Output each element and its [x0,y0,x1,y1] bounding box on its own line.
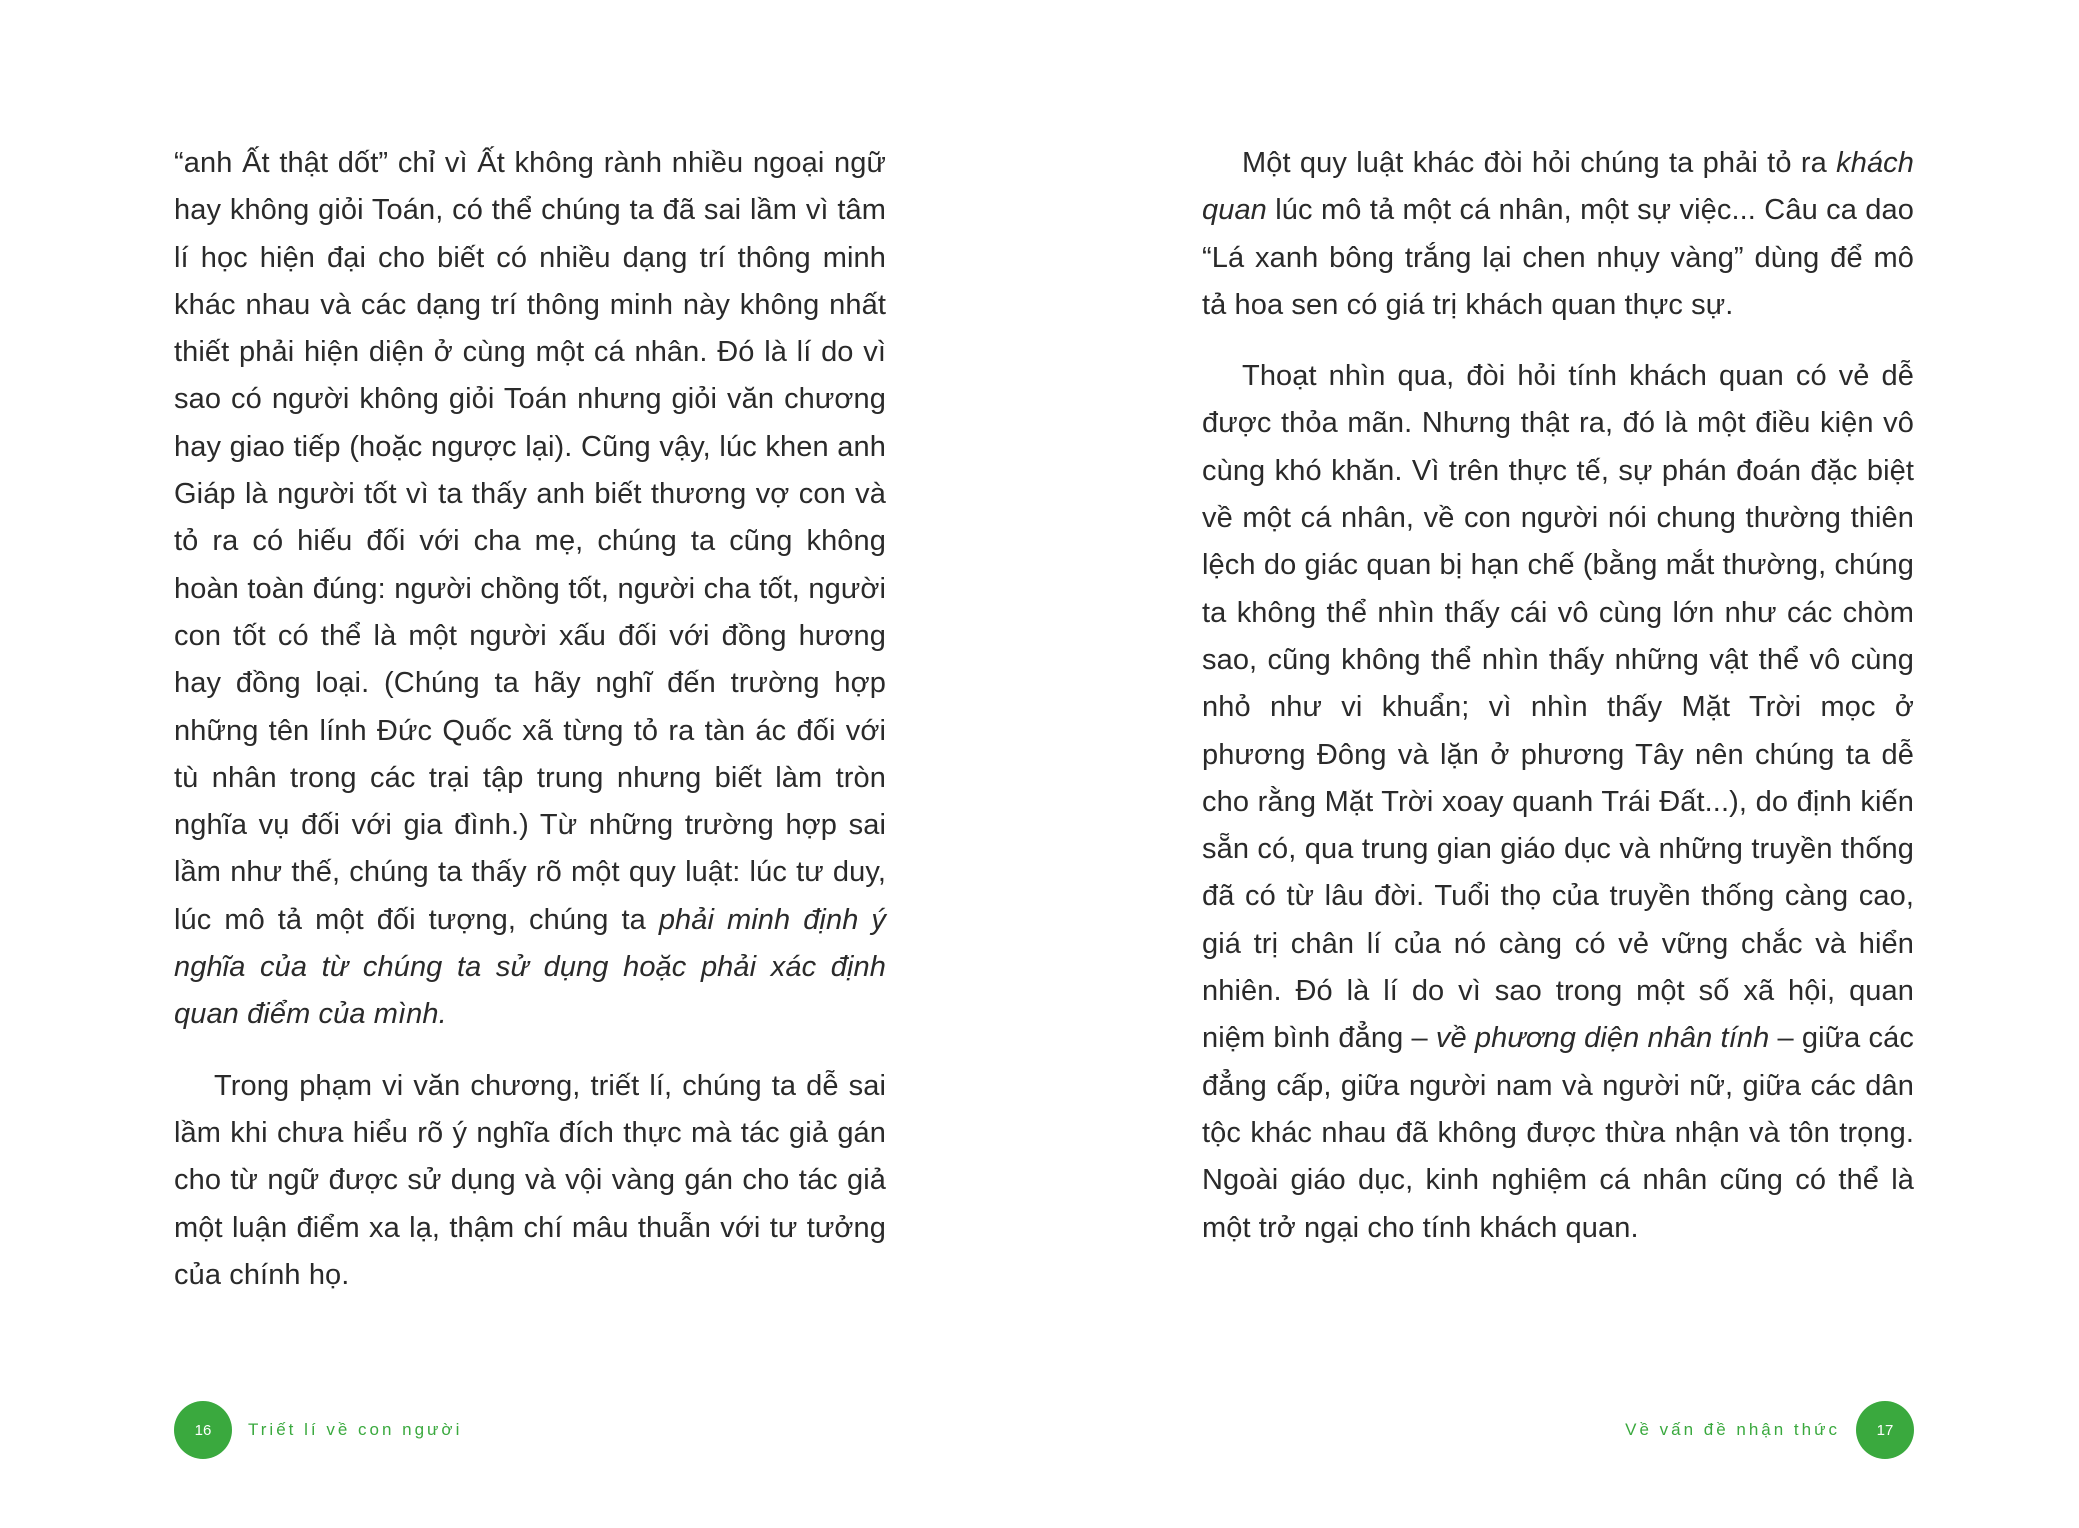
right-footer [1625,1401,1914,1459]
right-p2-seg1: Thoạt nhìn qua, đòi hỏi tính khách quan có vẻ dễ được thỏa mãn. Nhưng thật ra, đó là một điều kiện vô cùng khó khăn. Vì trên thực tế, sự phán đoán đặc biệt về một cá nhân, về con người nói chung thường thiên lệch do giác quan bị hạn chế (bằng mắt thường, chúng ta không thể nhìn thấy cái vô cùng lớn như các chòm sao, cũng không thể nhìn thấy những vật thể vô cùng nhỏ như vi khuẩn; vì nhìn thấy Mặt Trời mọc ở phương Đông và lặn ở phương Tây nên chúng ta dễ cho rằng Mặt Trời xoay quanh Trái Đất...), do định kiến sẵn có, qua trung gian giáo dục và những truyền thống đã có từ lâu đời. Tuổi thọ của truyền thống càng cao, giá trị chân lí của nó càng có vẻ vững chắc và hiển nhiên. Đó là lí do vì sao trong một số xã hội, quan niệm bình đẳng – [1202,360,1914,1055]
right-running-title: Về vấn đề nhận thức [1625,1420,1840,1439]
right-paragraph-2 [1202,353,1914,1252]
right-p2-seg2-italic: về phương diện nhân tính [1435,1022,1770,1055]
left-paragraph-2 [174,1063,886,1299]
right-page-number: 17 [1856,1401,1914,1459]
left-page-number: 16 [174,1401,232,1459]
left-p1-seg2-italic: phải minh định ý nghĩa của từ chúng ta sử dụng hoặc phải xác định quan điểm của mình. [174,903,886,1031]
left-running-title: Triết lí về con người [248,1420,463,1439]
right-page [1202,140,1914,1276]
right-p1-seg1: Một quy luật khác đòi hỏi chúng ta phải tỏ ra [1242,147,1837,179]
right-paragraph-1 [1202,140,1914,329]
left-page [174,140,886,1323]
right-p1-seg3: lúc mô tả một cá nhân, một sự việc... Câu ca dao “Lá xanh bông trắng lại chen nhụy vàng” dùng để mô tả hoa sen có giá trị khách quan thực sự. [1202,194,1914,321]
right-p2-seg3: – giữa các đẳng cấp, giữa người nam và người nữ, giữa các dân tộc khác nhau đã không được thừa nhận và tôn trọng. Ngoài giáo dục, kinh nghiệm cá nhân cũng có thể là một trở ngại cho tính khách quan. [1202,1022,1914,1244]
left-p1-seg1: “anh Ất thật dốt” chỉ vì Ất không rành nhiều ngoại ngữ hay không giỏi Toán, có thể chúng ta đã sai lầm vì tâm lí học hiện đại cho biết có nhiều dạng trí thông minh khác nhau và các dạng trí thông minh này không nhất thiết phải hiện diện ở cùng một cá nhân. Đó là lí do vì sao có người không giỏi Toán nhưng giỏi văn chương hay giao tiếp (hoặc ngược lại). Cũng vậy, lúc khen anh Giáp là người tốt vì ta thấy anh biết thương vợ con và tỏ ra có hiếu đối với cha mẹ, chúng ta cũng không hoàn toàn đúng: người chồng tốt, người cha tốt, người con tốt có thể là một người xấu đối với đồng hương hay đồng loại. (Chúng ta hãy nghĩ đến trường hợp những tên lính Đức Quốc xã từng tỏ ra tàn ác đối với tù nhân trong các trại tập trung nhưng biết làm tròn nghĩa vụ đối với gia đình.) Từ những trường hợp sai lầm như thế, chúng ta thấy rõ một quy luật: lúc tư duy, lúc mô tả một đối tượng, chúng ta [174,147,886,936]
left-p2-seg1: Trong phạm vi văn chương, triết lí, chúng ta dễ sai lầm khi chưa hiểu rõ ý nghĩa đích thực mà tác giả gán cho từ ngữ được sử dụng và vội vàng gán cho tác giả một luận điểm xa lạ, thậm chí mâu thuẫn với tư tưởng của chính họ. [174,1069,886,1291]
right-p1-seg2-italic: khách quan [1202,147,1914,227]
left-paragraph-1 [174,140,886,1039]
left-footer [174,1401,462,1459]
